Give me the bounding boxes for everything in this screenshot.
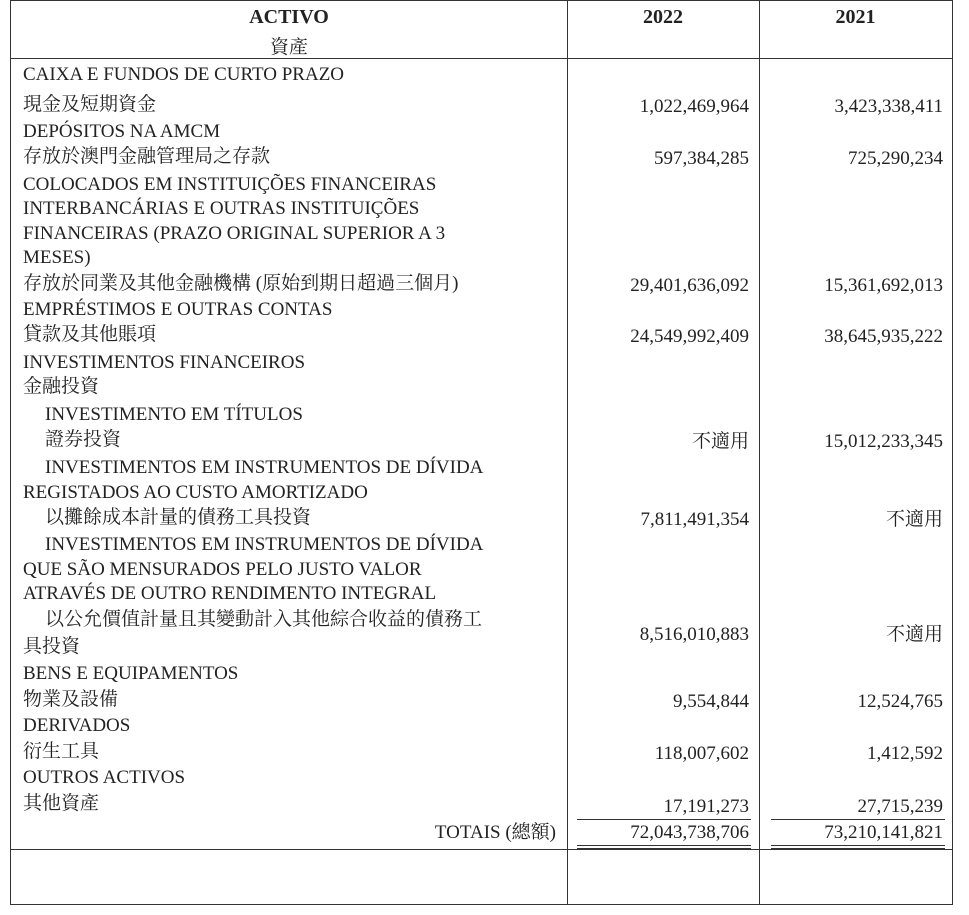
- row-label-pt: BENS E EQUIPAMENTOS: [23, 663, 239, 684]
- row-label-zh: 現金及短期資金: [23, 94, 157, 115]
- total-double-rule: [577, 845, 751, 849]
- row-label-pt: ATRAVÉS DE OUTRO RENDIMENTO INTEGRAL: [23, 583, 437, 604]
- value-2021: 不適用: [885, 509, 943, 530]
- row-label-pt: MESES): [23, 247, 91, 268]
- value-2022: 597,384,285: [654, 148, 749, 169]
- value-2021: 12,524,765: [857, 691, 943, 712]
- row-label-zh: 以攤餘成本計量的債務工具投資: [45, 507, 312, 528]
- row-label-pt: INVESTIMENTOS EM INSTRUMENTOS DE DÍVIDA: [45, 457, 484, 478]
- row-label-zh: 具投資: [23, 636, 81, 657]
- row-label-zh: 物業及設備: [23, 689, 119, 710]
- value-2021: 38,645,935,222: [824, 326, 943, 347]
- row-label-zh: 存放於同業及其他金融機構 (原始到期日超過三個月): [23, 273, 459, 294]
- subtotal-rule: [771, 819, 945, 820]
- row-label-pt: DERIVADOS: [23, 715, 131, 736]
- row-label-pt: INTERBANCÁRIAS E OUTRAS INSTITUIÇÕES: [23, 198, 420, 219]
- value-2021: 3,423,338,411: [834, 96, 943, 117]
- row-label-pt: FINANCEIRAS (PRAZO ORIGINAL SUPERIOR A 3: [23, 223, 446, 244]
- totals-label: TOTAIS (總額): [434, 822, 556, 843]
- value-2022: 1,022,469,964: [639, 96, 749, 117]
- row-label-pt: REGISTADOS AO CUSTO AMORTIZADO: [23, 482, 368, 503]
- row-label-pt: EMPRÉSTIMOS E OUTRAS CONTAS: [23, 299, 333, 320]
- column-divider: [759, 1, 760, 904]
- row-label-pt: OUTROS ACTIVOS: [23, 767, 186, 788]
- value-2022: 118,007,602: [654, 743, 749, 764]
- column-divider: [567, 1, 568, 904]
- value-2022: 9,554,844: [673, 691, 749, 712]
- value-2021: 15,361,692,013: [824, 275, 943, 296]
- footer-divider: [11, 849, 952, 850]
- value-2022: 7,811,491,354: [640, 509, 749, 530]
- row-label-zh: 證券投資: [45, 429, 122, 450]
- row-label-pt: COLOCADOS EM INSTITUIÇÕES FINANCEIRAS: [23, 174, 437, 195]
- column-header-activo: ACTIVO: [249, 6, 329, 28]
- column-header-2021: 2021: [835, 6, 876, 28]
- value-2021: 15,012,233,345: [824, 431, 943, 452]
- row-label-pt: INVESTIMENTOS EM INSTRUMENTOS DE DÍVIDA: [45, 534, 484, 555]
- total-double-rule: [771, 845, 945, 849]
- total-2021: 73,210,141,821: [824, 822, 943, 843]
- subtotal-rule: [577, 819, 751, 820]
- value-2021: 1,412,592: [867, 743, 943, 764]
- value-2021: 27,715,239: [857, 796, 943, 817]
- row-label-zh: 貸款及其他賬項: [23, 324, 157, 345]
- value-2022: 8,516,010,883: [639, 624, 749, 645]
- row-label-pt: INVESTIMENTO EM TÍTULOS: [45, 404, 303, 425]
- total-2022: 72,043,738,706: [630, 822, 749, 843]
- value-2022: 17,191,273: [663, 796, 749, 817]
- row-label-pt: DEPÓSITOS NA AMCM: [23, 121, 221, 142]
- value-2022: 不適用: [691, 431, 749, 452]
- row-label-zh: 衍生工具: [23, 741, 100, 762]
- row-label-zh: 其他資產: [23, 793, 100, 814]
- row-label-pt: INVESTIMENTOS FINANCEIROS: [23, 352, 306, 373]
- value-2021: 725,290,234: [848, 148, 943, 169]
- row-label-zh: 以公允價值計量且其變動計入其他綜合收益的債務工: [45, 609, 483, 630]
- value-2022: 29,401,636,092: [630, 275, 749, 296]
- value-2021: 不適用: [885, 624, 943, 645]
- row-label-pt: QUE SÃO MENSURADOS PELO JUSTO VALOR: [23, 559, 422, 580]
- value-2022: 24,549,992,409: [630, 326, 749, 347]
- row-label-pt: CAIXA E FUNDOS DE CURTO PRAZO: [23, 64, 345, 85]
- row-label-zh: 存放於澳門金融管理局之存款: [23, 146, 271, 167]
- assets-table: [10, 0, 953, 905]
- column-header-activo-zh: 資產: [269, 37, 308, 58]
- column-header-2022: 2022: [643, 6, 683, 28]
- row-label-zh: 金融投資: [23, 376, 100, 397]
